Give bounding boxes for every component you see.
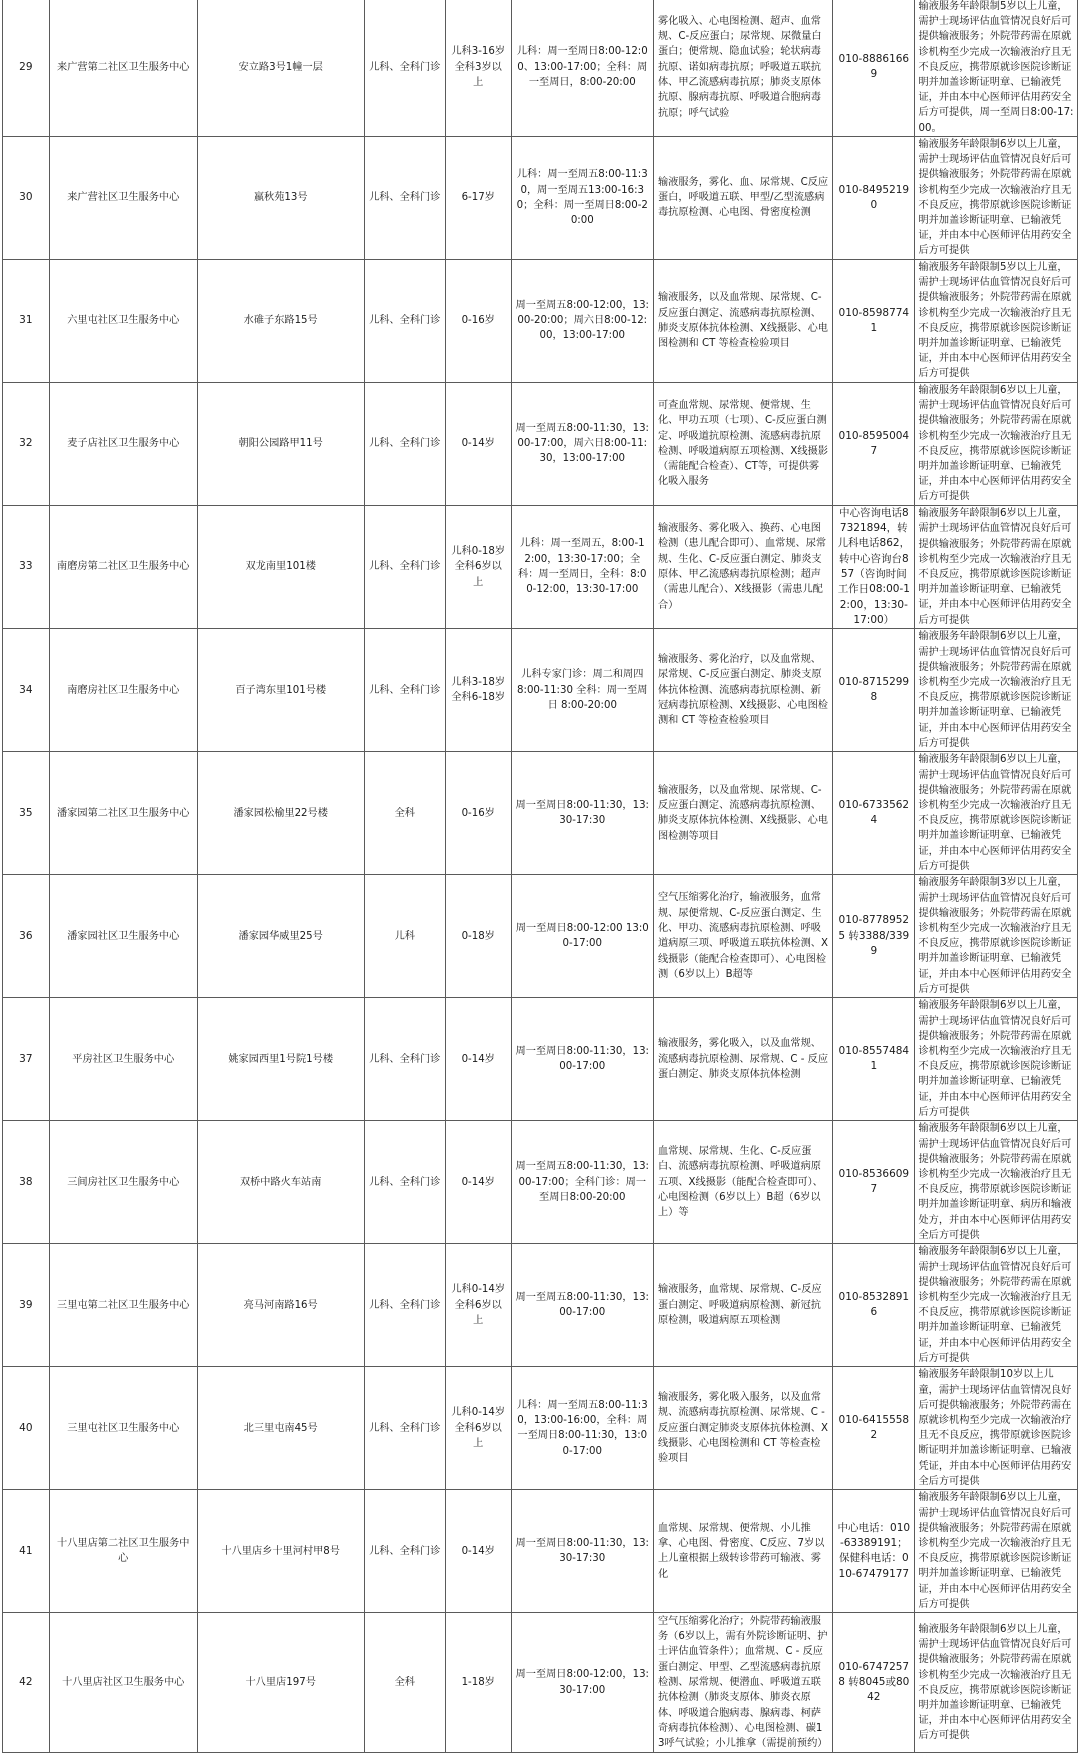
cell-hours: 儿科专家门诊：周二和周四 8:00-11:30 全科：周一至周日 8:00-20:00 [511, 629, 653, 752]
cell-clinic-name: 三里屯第二社区卫生服务中心 [49, 1244, 197, 1367]
cell-department: 儿科、全科门诊 [364, 0, 445, 136]
cell-phone: 010-85950047 [833, 382, 915, 505]
cell-clinic-name: 来广营第二社区卫生服务中心 [49, 0, 197, 136]
cell-infusion-note: 输液服务年龄限制6岁以上儿童，需护士现场评估血管情况良好后可提供输液服务；外院带药需在原就诊机构至少完成一次输液治疗且无不良反应，携带原就诊医院诊断证明并加盖诊断证明章、病历和输液处方，并由本中心医师评估用药安全后方可提供 [915, 1121, 1078, 1244]
cell-hours: 周一至周五8:00-11:30，13:00-17:00，周六日8:00-11:30，13:00-17:00 [511, 382, 653, 505]
cell-department: 儿科、全科门诊 [364, 382, 445, 505]
table-row [3, 1490, 1078, 1613]
cell-age-range: 6-17岁 [445, 136, 511, 259]
cell-phone: 010-84952190 [833, 136, 915, 259]
cell-infusion-note: 输液服务年龄限制6岁以上儿童，需护士现场评估血管情况良好后可提供输液服务；外院带药需在原就诊机构至少完成一次输液治疗且无不良反应，携带原就诊医院诊断证明并加盖诊断证明章、已输液凭证，并由本中心医师评估用药安全后方可提供 [915, 998, 1078, 1121]
cell-age-range: 0-14岁 [445, 998, 511, 1121]
cell-services: 空气压缩雾化治疗，输液服务，血常规、尿便常规、C-反应蛋白测定、生化、甲功、流感病毒抗原检测、呼吸道病原三项、呼吸道五联抗体检测、X线摄影（能配合检查即可）、心电图检测（6岁以上）B超等 [653, 875, 832, 998]
cell-infusion-note: 输液服务年龄限制5岁以上儿童，需护士现场评估血管情况良好后可提供输液服务；外院带药需在原就诊机构至少完成一次输液治疗且无不良反应，携带原就诊医院诊断证明并加盖诊断证明章、已输液凭证，并由本中心医师评估用药安全后方可提供，周一至周日8:00-17:00。 [915, 0, 1078, 136]
cell-age-range: 0-18岁 [445, 875, 511, 998]
cell-infusion-note: 输液服务年龄限制3岁以上儿童，需护士现场评估血管情况良好后可提供输液服务；外院带药需在原就诊机构至少完成一次输液治疗且无不良反应，携带原就诊医院诊断证明并加盖诊断证明章、已输液凭证，并由本中心医师评估用药安全后方可提供 [915, 875, 1078, 998]
cell-number: 31 [3, 259, 50, 382]
cell-phone: 010-88861669 [833, 0, 915, 136]
cell-address: 潘家园松榆里22号楼 [197, 752, 364, 875]
cell-age-range: 儿科3-18岁 全科6-18岁 [445, 629, 511, 752]
cell-infusion-note: 输液服务年龄限制6岁以上儿童，需护士现场评估血管情况良好后可提供输液服务；外院带药需在原就诊机构至少完成一次输液治疗且无不良反应，携带原就诊医院诊断证明并加盖诊断证明章、已输液凭证，并由本中心医师评估用药安全后方可提供 [915, 629, 1078, 752]
cell-address: 潘家园华威里25号 [197, 875, 364, 998]
cell-hours: 周一至周五8:00-11:30，13:00-17:00 [511, 1244, 653, 1367]
cell-services: 输液服务，以及血常规、尿常规、C-反应蛋白测定、流感病毒抗原检测、肺炎支原体抗体检测、X线摄影、心电图检测等项目 [653, 752, 832, 875]
cell-hours: 周一至周日8:00-11:30，13:30-17:30 [511, 1490, 653, 1613]
table-row [3, 875, 1078, 998]
cell-clinic-name: 南磨房社区卫生服务中心 [49, 629, 197, 752]
cell-phone: 010-67472578 转8045或8042 [833, 1613, 915, 1753]
cell-clinic-name: 南磨房第二社区卫生服务中心 [49, 505, 197, 628]
cell-number: 33 [3, 505, 50, 628]
table-row [3, 1367, 1078, 1490]
cell-age-range: 0-14岁 [445, 1490, 511, 1613]
cell-department: 儿科 [364, 875, 445, 998]
cell-address: 朝阳公园路甲11号 [197, 382, 364, 505]
cell-number: 37 [3, 998, 50, 1121]
cell-age-range: 0-16岁 [445, 752, 511, 875]
cell-phone: 010-85328916 [833, 1244, 915, 1367]
cell-department: 儿科、全科门诊 [364, 1367, 445, 1490]
cell-services: 输液服务，雾化吸入，以及血常规、流感病毒抗原检测、尿常规、C - 反应蛋白测定、肺炎支原体抗体检测 [653, 998, 832, 1121]
cell-age-range: 儿科0-14岁 全科6岁以上 [445, 1367, 511, 1490]
cell-services: 输液服务、雾化吸入、换药、心电图检测（患儿配合即可）、血常规、尿常规、生化、C-反应蛋白测定、肺炎支原体、甲乙流感病毒抗原检测；超声（需患儿配合）、X线摄影（需患儿配合） [653, 505, 832, 628]
cell-phone: 中心咨询电话87321894，转儿科电话862，转中心咨询台857（咨询时间工作日08:00-12:00，13:30-17:00） [833, 505, 915, 628]
cell-department: 儿科、全科门诊 [364, 998, 445, 1121]
cell-infusion-note: 输液服务年龄限制6岁以上儿童，需护士现场评估血管情况良好后可提供输液服务；外院带药需在原就诊机构至少完成一次输液治疗且无不良反应，携带原就诊医院诊断证明并加盖诊断证明章、已输液凭证，并由本中心医师评估用药安全后方可提供 [915, 382, 1078, 505]
cell-department: 儿科、全科门诊 [364, 1244, 445, 1367]
cell-department: 儿科、全科门诊 [364, 505, 445, 628]
cell-address: 水碓子东路15号 [197, 259, 364, 382]
cell-department: 儿科、全科门诊 [364, 259, 445, 382]
cell-clinic-name: 十八里店社区卫生服务中心 [49, 1613, 197, 1753]
cell-phone: 010-85366097 [833, 1121, 915, 1244]
cell-number: 32 [3, 382, 50, 505]
cell-hours: 儿科：周一至周五8:00-11:30，周一至周五13:00-16:30；全科：周一至周日8:00-20:00 [511, 136, 653, 259]
table-row [3, 998, 1078, 1121]
cell-phone: 010-85574841 [833, 998, 915, 1121]
cell-hours: 周一至周日8:00-12:00，13:30-17:00 [511, 1613, 653, 1753]
cell-services: 输液服务，以及血常规、尿常规、C-反应蛋白测定、流感病毒抗原检测、肺炎支原体抗体检测、X线摄影、心电图检测和 CT 等检查检验项目 [653, 259, 832, 382]
cell-department: 全科 [364, 1613, 445, 1753]
cell-services: 血常规、尿常规、便常规、小儿推拿、心电图、骨密度、C反应、7岁以上儿童根据上级转诊带药可输液、雾化 [653, 1490, 832, 1613]
cell-clinic-name: 六里屯社区卫生服务中心 [49, 259, 197, 382]
cell-age-range: 1-18岁 [445, 1613, 511, 1753]
cell-clinic-name: 麦子店社区卫生服务中心 [49, 382, 197, 505]
clinic-table [2, 0, 1078, 1753]
cell-phone: 010-87789525 转3388/3399 [833, 875, 915, 998]
cell-hours: 周一至周日8:00-11:30，13:00-17:00 [511, 998, 653, 1121]
cell-department: 儿科、全科门诊 [364, 1121, 445, 1244]
cell-clinic-name: 潘家园社区卫生服务中心 [49, 875, 197, 998]
cell-address: 十八里店197号 [197, 1613, 364, 1753]
table-row [3, 259, 1078, 382]
table-row [3, 1613, 1078, 1753]
cell-infusion-note: 输液服务年龄限制5岁以上儿童，需护士现场评估血管情况良好后可提供输液服务；外院带药需在原就诊机构至少完成一次输液治疗且无不良反应，携带原就诊医院诊断证明并加盖诊断证明章、已输液凭证，并由本中心医师评估用药安全后方可提供 [915, 259, 1078, 382]
cell-department: 儿科、全科门诊 [364, 629, 445, 752]
cell-infusion-note: 输液服务年龄限制6岁以上儿童，需护士现场评估血管情况良好后可提供输液服务；外院带药需在原就诊机构至少完成一次输液治疗且无不良反应，携带原就诊医院诊断证明并加盖诊断证明章、已输液凭证，并由本中心医师评估用药安全后方可提供 [915, 1244, 1078, 1367]
cell-address: 姚家园西里1号院1号楼 [197, 998, 364, 1121]
cell-age-range: 0-14岁 [445, 1121, 511, 1244]
cell-number: 39 [3, 1244, 50, 1367]
cell-infusion-note: 输液服务年龄限制6岁以上儿童，需护士现场评估血管情况良好后可提供输液服务；外院带药需在原就诊机构至少完成一次输液治疗且无不良反应，携带原就诊医院诊断证明并加盖诊断证明章、已输液凭证，并由本中心医师评估用药安全后方可提供 [915, 1613, 1078, 1753]
cell-infusion-note: 输液服务年龄限制6岁以上儿童，需护士现场评估血管情况良好后可提供输液服务；外院带药需在原就诊机构至少完成一次输液治疗且无不良反应，携带原就诊医院诊断证明并加盖诊断证明章、已输液凭证，并由本中心医师评估用药安全后方可提供 [915, 136, 1078, 259]
cell-phone: 010-67335624 [833, 752, 915, 875]
cell-age-range: 儿科0-14岁 全科6岁以上 [445, 1244, 511, 1367]
cell-services: 血常规、尿常规、生化、C-反应蛋白、流感病毒抗原检测、呼吸道病原五项、X线摄影（能配合检查即可）、心电图检测（6岁以上）B超（6岁以上）等 [653, 1121, 832, 1244]
cell-services: 雾化吸入、心电图检测、超声、血常规、C-反应蛋白；尿常规、尿微量白蛋白；便常规、隐血试验；轮状病毒抗原、诺如病毒抗原；呼吸道五联抗体、甲乙流感病毒抗原；肺炎支原体抗原、腺病毒抗原、呼吸道合胞病毒抗原；呼气试验 [653, 0, 832, 136]
cell-address: 嬴秋苑13号 [197, 136, 364, 259]
cell-services: 空气压缩雾化治疗；外院带药输液服务（6岁以上，需有外院诊断证明、护士评估血管条件）；血常规、C - 反应蛋白测定、甲型、乙型流感病毒抗原检测、尿常规、便潜血、呼吸道五联抗体检测（肺炎支原体、肺炎衣原体、呼吸道合胞病毒、腺病毒、柯萨奇病毒抗体检测）、心电图检测、碳13呼气试验；小儿推拿（需提前预约） [653, 1613, 832, 1753]
cell-number: 30 [3, 136, 50, 259]
cell-hours: 儿科：周一至周日8:00-12:00、13:00-17:00；全科：周一至周日，8:00-20:00 [511, 0, 653, 136]
cell-address: 双龙南里101楼 [197, 505, 364, 628]
cell-age-range: 0-14岁 [445, 382, 511, 505]
table-row [3, 505, 1078, 628]
cell-number: 34 [3, 629, 50, 752]
cell-phone: 010-85987741 [833, 259, 915, 382]
cell-infusion-note: 输液服务年龄限制6岁以上儿童，需护士现场评估血管情况良好后可提供输液服务；外院带药需在原就诊机构至少完成一次输液治疗且无不良反应，携带原就诊医院诊断证明并加盖诊断证明章、已输液凭证，并由本中心医师评估用药安全后方可提供 [915, 505, 1078, 628]
cell-infusion-note: 输液服务年龄限制6岁以上儿童，需护士现场评估血管情况良好后可提供输液服务；外院带药需在原就诊机构至少完成一次输液治疗且无不良反应，携带原就诊医院诊断证明并加盖诊断证明章、已输液凭证，并由本中心医师评估用药安全后方可提供 [915, 752, 1078, 875]
cell-clinic-name: 来广营社区卫生服务中心 [49, 136, 197, 259]
cell-hours: 儿科：周一至周五8:00-11:30，13:00-16:00，全科：周一至周日8:00-11:30，13:00-17:00 [511, 1367, 653, 1490]
cell-hours: 周一至周五8:00-12:00，13:00-20:00；周六日8:00-12:00，13:00-17:00 [511, 259, 653, 382]
cell-age-range: 儿科3-16岁 全科3岁以上 [445, 0, 511, 136]
cell-address: 安立路3号1幢一层 [197, 0, 364, 136]
table-row [3, 1244, 1078, 1367]
cell-department: 全科 [364, 752, 445, 875]
table-row [3, 1121, 1078, 1244]
cell-hours: 儿科：周一至周五，8:00-12:00，13:30-17:00；全科：周一至周日，全科：8:00-12:00，13:30-17:00 [511, 505, 653, 628]
cell-phone: 010-64155582 [833, 1367, 915, 1490]
cell-address: 北三里屯南45号 [197, 1367, 364, 1490]
table-row [3, 629, 1078, 752]
cell-address: 百子湾东里101号楼 [197, 629, 364, 752]
cell-services: 输液服务，雾化吸入服务，以及血常规、流感病毒抗原检测、尿常规、C - 反应蛋白测定肺炎支原体抗体检测、X线摄影、心电图检测和 CT 等检查检验项目 [653, 1367, 832, 1490]
cell-number: 29 [3, 0, 50, 136]
cell-address: 亮马河南路16号 [197, 1244, 364, 1367]
cell-age-range: 儿科0-18岁 全科6岁以上 [445, 505, 511, 628]
cell-address: 十八里店乡十里河村甲8号 [197, 1490, 364, 1613]
cell-address: 双桥中路火车站南 [197, 1121, 364, 1244]
cell-number: 40 [3, 1367, 50, 1490]
cell-infusion-note: 输液服务年龄限制10岁以上儿童，需护士现场评估血管情况良好后可提供输液服务；外院带药需在原就诊机构至少完成一次输液治疗且无不良反应，携带原就诊医院诊断证明并加盖诊断证明章、已输液凭证，并由本中心医师评估用药安全后方可提供 [915, 1367, 1078, 1490]
cell-hours: 周一至周日8:00-11:30，13:30-17:30 [511, 752, 653, 875]
cell-clinic-name: 十八里店第二社区卫生服务中心 [49, 1490, 197, 1613]
cell-hours: 周一至周五8:00-11:30，13:00-17:00；全科门诊：周一至周日8:00-20:00 [511, 1121, 653, 1244]
cell-services: 可查血常规、尿常规、便常规、生化、甲功五项（七项）、C-反应蛋白测定、呼吸道抗原检测、流感病毒抗原检测、呼吸道病原五项检测、X线摄影（需能配合检查）、CT等，可提供雾化吸入服务 [653, 382, 832, 505]
cell-phone: 中心电话：010-63389191；保健科电话：010-67479177 [833, 1490, 915, 1613]
cell-number: 36 [3, 875, 50, 998]
cell-infusion-note: 输液服务年龄限制6岁以上儿童，需护士现场评估血管情况良好后可提供输液服务；外院带药需在原就诊机构至少完成一次输液治疗且无不良反应，携带原就诊医院诊断证明并加盖诊断证明章、已输液凭证，并由本中心医师评估用药安全后方可提供 [915, 1490, 1078, 1613]
cell-clinic-name: 平房社区卫生服务中心 [49, 998, 197, 1121]
cell-clinic-name: 三里屯社区卫生服务中心 [49, 1367, 197, 1490]
table-row [3, 752, 1078, 875]
cell-clinic-name: 潘家园第二社区卫生服务中心 [49, 752, 197, 875]
table-row [3, 0, 1078, 136]
cell-services: 输液服务、雾化治疗，以及血常规、尿常规、C-反应蛋白测定、肺炎支原体抗体检测、流感病毒抗原检测、新冠病毒抗原检测、X线摄影、心电图检测和 CT 等检查检验项目 [653, 629, 832, 752]
cell-phone: 010-87152998 [833, 629, 915, 752]
cell-hours: 周一至周日8:00-12:00 13:00-17:00 [511, 875, 653, 998]
cell-number: 38 [3, 1121, 50, 1244]
cell-number: 41 [3, 1490, 50, 1613]
table-body [3, 0, 1078, 1753]
table-row [3, 382, 1078, 505]
cell-services: 输液服务，雾化、血、尿常规、C反应蛋白，呼吸道五联、甲型/乙型流感病毒抗原检测、心电图、骨密度检测 [653, 136, 832, 259]
cell-services: 输液服务，血常规、尿常规、C-反应蛋白测定、呼吸道病原检测、新冠抗原检测，吸道病原五项检测 [653, 1244, 832, 1367]
cell-clinic-name: 三间房社区卫生服务中心 [49, 1121, 197, 1244]
cell-age-range: 0-16岁 [445, 259, 511, 382]
table-row [3, 136, 1078, 259]
cell-number: 42 [3, 1613, 50, 1753]
cell-department: 儿科、全科门诊 [364, 136, 445, 259]
cell-number: 35 [3, 752, 50, 875]
cell-department: 儿科、全科门诊 [364, 1490, 445, 1613]
